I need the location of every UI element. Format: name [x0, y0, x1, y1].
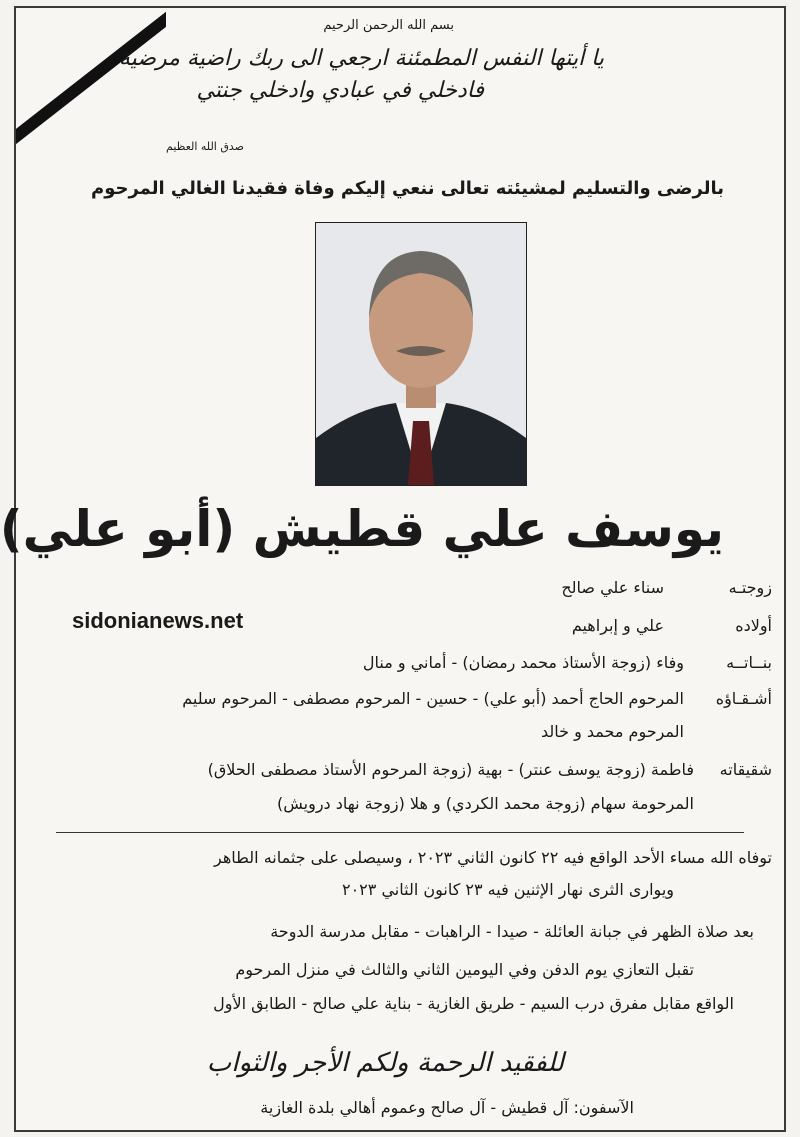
quran-verse-line2: فادخلي في عبادي وادخلي جنتي — [196, 78, 484, 103]
family-label-sisters: شقيقاته — [719, 760, 772, 779]
deceased-name: يوسف علي قطيش (أبو علي) — [0, 500, 724, 558]
intro-text: بالرضى والتسليم لمشيئته تعالى ننعي إليكم وفاة فقيدنا الغالي المرحوم — [91, 178, 724, 199]
family-value-sisters-cont: المرحومة سهام (زوجة محمد الكردي) و هلا (زوجة نهاد درويش) — [277, 794, 694, 813]
basmala: بسم الله الرحمن الرحيم — [323, 18, 454, 33]
divider — [56, 832, 744, 833]
family-label-wife: زوجتـه — [728, 578, 772, 597]
obituary-frame — [0, 6, 786, 1132]
mourning-ribbon-icon — [16, 8, 166, 158]
condolence-text-1: تقبل التعازي يوم الدفن وفي اليومين الثاني والثالث في منزل المرحوم — [235, 960, 694, 979]
sadaq-text: صدق الله العظيم — [166, 140, 244, 153]
family-value-sisters: فاطمة (زوجة يوسف عنتر) - بهية (زوجة المرحوم الأستاذ مصطفى الحلاق) — [207, 760, 694, 779]
condolence-text-2: الواقع مقابل مفرق درب السيم - طريق الغازية - بناية علي صالح - الطابق الأول — [213, 994, 734, 1013]
family-value-daughters: وفاء (زوجة الأستاذ محمد رمضان) - أماني و منال — [362, 653, 684, 672]
family-value-wife: سناء علي صالح — [561, 578, 664, 597]
family-value-brothers: المرحوم الحاج أحمد (أبو علي) - حسين - المرحوم مصطفى - المرحوم سليم — [182, 689, 684, 708]
closing-text: للفقيد الرحمة ولكم الأجر والثواب — [206, 1048, 564, 1078]
family-value-brothers-cont: المرحوم محمد و خالد — [540, 722, 684, 741]
watermark-link[interactable]: sidonianews.net — [72, 608, 244, 633]
quran-verse-line1: يا أيتها النفس المطمئنة ارجعي الى ربك راضية مرضية — [118, 46, 604, 71]
burial-text: ويوارى الثرى نهار الإثنين فيه ٢٣ كانون الثاني ٢٠٢٣ — [341, 880, 674, 899]
family-label-brothers: أشـقـاؤه — [715, 689, 772, 708]
prayer-text: بعد صلاة الظهر في جبانة العائلة - صيدا - الراهبات - مقابل مدرسة الدوحة — [270, 922, 754, 941]
family-value-sons: علي و إبراهيم — [571, 616, 664, 635]
family-label-sons: أولاده — [735, 616, 772, 635]
death-text: توفاه الله مساء الأحد الواقع فيه ٢٢ كانون الثاني ٢٠٢٣ ، وسيصلى على جثمانه الطاهر — [214, 848, 772, 867]
family-label-daughters: بنــاتــه — [726, 653, 772, 672]
deceased-photo — [315, 222, 527, 486]
mourners-text: الآسفون: آل قطيش - آل صالح وعموم أهالي بلدة الغازية — [260, 1098, 634, 1117]
